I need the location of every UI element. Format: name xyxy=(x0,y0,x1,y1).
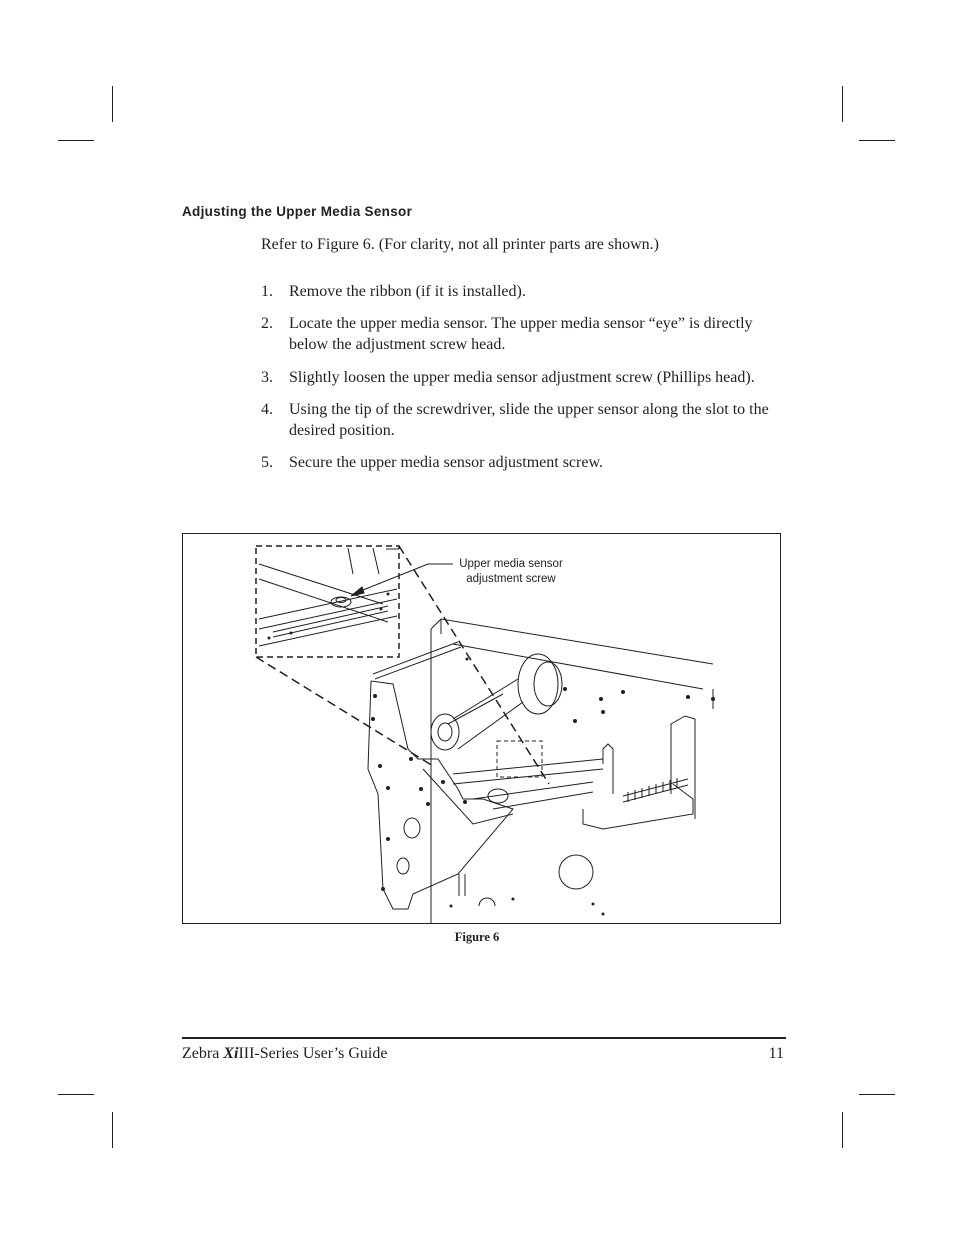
step-text: Slightly loosen the upper media sensor adjustment screw (Phillips head). xyxy=(289,369,755,386)
page-number: 11 xyxy=(768,1045,784,1062)
footer-brand-suffix: III-Series User’s Guide xyxy=(238,1045,388,1062)
crop-mark xyxy=(58,1094,94,1095)
intro-text: Refer to Figure 6. (For clarity, not all printer parts are shown.) xyxy=(261,236,659,253)
inset-detail xyxy=(256,546,399,657)
step-item xyxy=(261,281,791,302)
crop-mark xyxy=(842,86,843,122)
crop-mark xyxy=(842,1112,843,1148)
step-text: Locate the upper media sensor. The upper media sensor “eye” is directly below the adjustment screw head. xyxy=(289,315,753,353)
section-title: Adjusting the Upper Media Sensor xyxy=(182,204,413,219)
crop-mark xyxy=(112,86,113,122)
callout-arrow xyxy=(351,564,453,596)
footer-title xyxy=(182,1045,387,1063)
crop-mark xyxy=(859,140,895,141)
callout-line: adjustment screw xyxy=(466,573,556,585)
crop-mark xyxy=(112,1112,113,1148)
crop-mark xyxy=(58,140,94,141)
step-number: 2. xyxy=(261,315,273,332)
steps-list xyxy=(261,281,791,473)
footer-brand-italic: Xi xyxy=(223,1045,239,1062)
step-item xyxy=(261,399,791,441)
callout-label xyxy=(451,557,571,587)
figure-6 xyxy=(182,533,781,924)
step-item xyxy=(261,367,791,388)
step-number: 5. xyxy=(261,454,273,471)
step-text: Remove the ribbon (if it is installed). xyxy=(289,283,526,300)
step-item xyxy=(261,313,791,355)
step-text: Using the tip of the screwdriver, slide the upper sensor along the slot to the desired position. xyxy=(289,401,769,439)
figure-caption: Figure 6 xyxy=(454,930,500,944)
callout-line: Upper media sensor xyxy=(459,558,563,570)
step-text: Secure the upper media sensor adjustment screw. xyxy=(289,454,603,471)
step-number: 3. xyxy=(261,369,273,386)
footer-rule xyxy=(182,1037,786,1039)
crop-mark xyxy=(859,1094,895,1095)
step-number: 1. xyxy=(261,283,273,300)
printer-illustration xyxy=(183,534,781,924)
step-number: 4. xyxy=(261,401,273,418)
step-item xyxy=(261,452,791,473)
footer-brand-prefix: Zebra xyxy=(182,1045,224,1062)
detail-region xyxy=(497,741,542,777)
